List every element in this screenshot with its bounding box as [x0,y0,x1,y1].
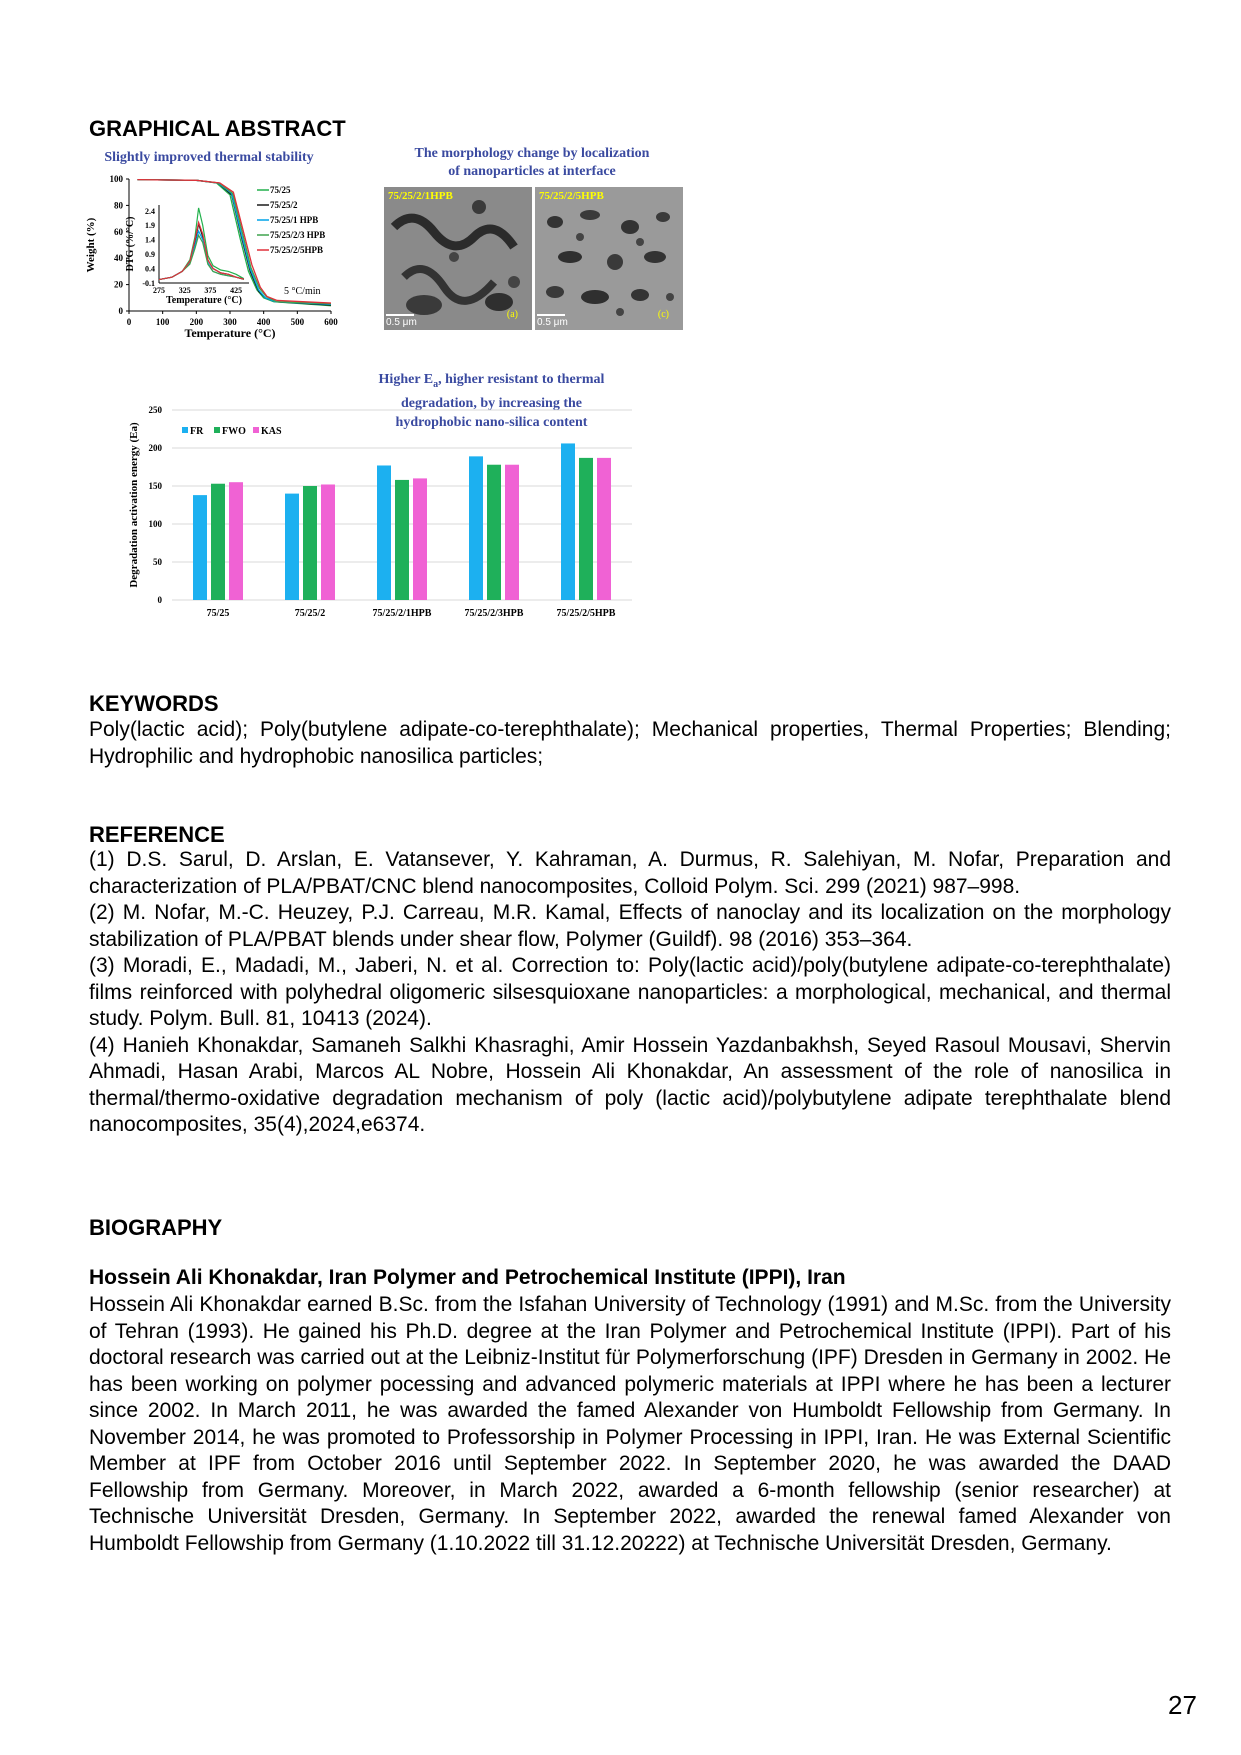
ea-caption-line2: degradation, by increasing the [401,395,582,411]
inset-y-tick-label: 0.9 [145,250,155,260]
y-tick-label: 50 [153,557,162,567]
inset-x-tick-label: 275 [153,286,165,295]
bar-fwo [487,465,501,600]
reference-item: (3) Moradi, E., Madadi, M., Jaberi, N. et al. Correction to: Poly(lactic acid)/poly(butylene adipate-co-terephthalate) films reinforced with polyhedral oligomeric silsesquioxane nanoparticles: a morphological, mechanical, and thermal study. Polym. Bull. 81, 10413 (2024). [89,954,1171,1030]
y-tick-label: 150 [148,481,162,491]
legend-swatch [253,427,259,433]
category-label: 75/25/2/1HPB [372,608,432,619]
tem-scale-1hpb: 0.5 μm [386,317,417,328]
bar-kas [413,478,427,600]
inset-y-tick-label: -0.1 [142,279,155,288]
tem-scale-5hpb: 0.5 μm [537,317,568,328]
tem-image-5hpb [535,187,683,330]
legend-label: FR [190,426,204,437]
y-tick-label: 200 [148,443,162,453]
biography-heading: BIOGRAPHY [89,1215,223,1240]
inset-y-tick-label: 2.4 [145,206,155,216]
x-axis-label: Temperature (°C) [184,326,276,340]
y-tick-label: 100 [148,519,162,529]
category-label: 75/25/2/3HPB [464,608,524,619]
bar-kas [321,484,335,600]
ea-caption-rest: , higher resistant to thermal [438,372,605,387]
bar-fr [469,456,483,600]
inset-x-tick-label: 325 [178,286,191,295]
ea-caption-line1 [349,370,634,394]
x-tick-label: 400 [256,317,271,327]
legend-label: 75/25/2/3 HPB [270,230,326,240]
legend-label: 75/25 [270,185,291,195]
inset-y-tick-label: 1.9 [145,221,155,231]
y-tick-label: 0 [157,595,162,605]
scale-bar [386,314,414,316]
dtg-series-line [159,224,244,280]
x-tick-label: 300 [223,317,237,327]
keywords-heading: KEYWORDS [89,691,219,716]
y-tick-label: 40 [114,253,123,264]
bar-fr [193,495,207,600]
legend-label: 75/25/2/5HPB [270,245,324,255]
inset-x-axis-label: Temperature (°C) [166,295,242,306]
dtg-series-line [159,222,244,279]
bar-kas [229,482,243,600]
bar-fwo [211,484,225,600]
inset-y-tick-label: 0.4 [145,264,155,274]
morphology-caption-line2: of nanoparticles at interface [448,164,616,179]
x-tick-label: 500 [290,317,305,327]
y-tick-label: 20 [114,279,123,290]
reference-item: (4) Hanieh Khonakdar, Samaneh Salkhi Khasraghi, Amir Hossein Yazdanbakhsh, Seyed Rasoul Mousavi, Shervin Ahmadi, Hasan Arabi, Marcos AL Nobre, Hossein Ali Khonakdar, An assessment of the role of nanosilica in thermal/thermo-oxidative degradation mechanism of poly (lactic acid)/polybutylene adipate terephthalate blend nanocomposites, 35(4),2024,e6374. [89,1033,1171,1136]
legend-label: 75/25/2 [270,200,298,210]
inset-x-tick-label: 425 [230,286,243,295]
bar-fr [285,494,299,600]
rate-annotation: 5 °C/min [284,286,321,297]
x-tick-label: 100 [155,317,170,327]
y-axis-label: Weight (%) [85,217,97,273]
x-tick-label: 200 [189,317,204,327]
reference-list [89,847,1171,1139]
y-tick-label: 0 [118,306,123,316]
bar-kas [505,465,519,600]
bar-fwo [303,486,317,600]
bar-fr [561,443,575,600]
category-label: 75/25 [206,608,230,619]
tga-chart [85,145,379,380]
tem-letter-c: (c) [657,309,669,320]
tem-image-1hpb [384,187,532,330]
y-axis-label: Degradation activation energy (Ea) [128,422,140,588]
y-tick-label: 60 [114,226,123,237]
scale-bar [537,314,565,316]
ea-caption-ea: Higher E [378,372,434,387]
y-tick-label: 100 [109,174,123,184]
dtg-series-line [159,208,244,280]
activation-energy-bar-chart [127,400,647,630]
x-tick-label: 600 [324,317,338,327]
reference-heading: REFERENCE [89,822,225,847]
legend-label: KAS [261,426,282,437]
y-tick-label: 80 [114,200,123,211]
bar-fr [377,465,391,600]
x-tick-label: 0 [126,317,132,327]
keywords-text: Poly(lactic acid); Poly(butylene adipate-co-terephthalate); Mechanical properties, Thermal Properties; Blending; Hydrophilic and hydrophobic nanosilica particles; [89,718,1171,768]
tga-chart-title: Slightly improved thermal stability [104,150,314,165]
legend-label: FWO [222,426,246,437]
biography-subheading: Hossein Ali Khonakdar, Iran Polymer and Petrochemical Institute (IPPI), Iran [89,1266,846,1289]
bar-fwo [395,480,409,600]
bar-fwo [579,458,593,600]
tem-letter-a: (a) [506,309,518,320]
reference-item: (1) D.S. Sarul, D. Arslan, E. Vatansever, Y. Kahraman, A. Durmus, R. Salehiyan, M. Nofar, Preparation and characterization of PLA/PBAT/CNC blend nanocomposites, Colloid Polym. Sci. 299 (2021) 987–998. [89,848,1171,898]
legend-swatch [214,427,220,433]
ea-caption-sub: a [433,378,439,390]
graphical-abstract-heading: GRAPHICAL ABSTRACT [89,116,346,141]
tem-label-1hpb: 75/25/2/1HPB [388,190,453,202]
morphology-caption-line1: The morphology change by localization [414,146,650,161]
inset-y-tick-label: 1.4 [145,235,155,245]
inset-y-axis-label: DTG (%/°C) [125,216,136,272]
page-number: 27 [1168,1690,1197,1720]
category-label: 75/25/2 [294,608,326,619]
inset-x-tick-label: 375 [204,286,217,295]
legend-swatch [182,427,188,433]
reference-item: (2) M. Nofar, M.-C. Heuzey, P.J. Carreau, M.R. Kamal, Effects of nanoclay and its localization on the morphology stabilization of PLA/PBAT blends under shear flow, Polymer (Guildf). 98 (2016) 353–364. [89,901,1171,951]
bar-kas [597,458,611,600]
y-tick-label: 250 [148,405,162,415]
graphical-abstract-figure [85,145,689,635]
ea-caption-line3: hydrophobic nano-silica content [395,414,588,430]
category-label: 75/25/2/5HPB [556,608,616,619]
biography-text: Hossein Ali Khonakdar earned B.Sc. from the Isfahan University of Technology (1991) and M.Sc. from the University of Tehran (1993). He gained his Ph.D. degree at the Iran Polymer and Petrochemical Institute (IPPI). Part of his doctoral research was carried out at the Leibniz-Institut für Polymerforschung (IPF) Dresden in Germany in 2002. He has been working on polymer pocessing and advanced polymeric materials at IPPI where he has been a lecturer since 2002. In March 2011, he was awarded the famed Alexander von Humboldt Fellowship from Germany. In November 2014, he was promoted to Professorship in Polymer Processing in IPPI, Iran. He was External Scientific Member at IPF from October 2016 until September 2022. In September 2020, he was awarded the DAAD Fellowship from Germany. Moreover, in March 2022, awarded a 6-month fellowship (senior researcher) at Technische Universität Dresden, Germany. In September 2022, awarded the renewal famed Alexander von Humboldt Fellowship from Germany (1.10.2022 till 31.12.20222) at Technische Universität Dresden, Germany. [89,1293,1171,1555]
legend-label: 75/25/1 HPB [270,215,319,225]
tem-label-5hpb: 75/25/2/5HPB [539,190,604,202]
